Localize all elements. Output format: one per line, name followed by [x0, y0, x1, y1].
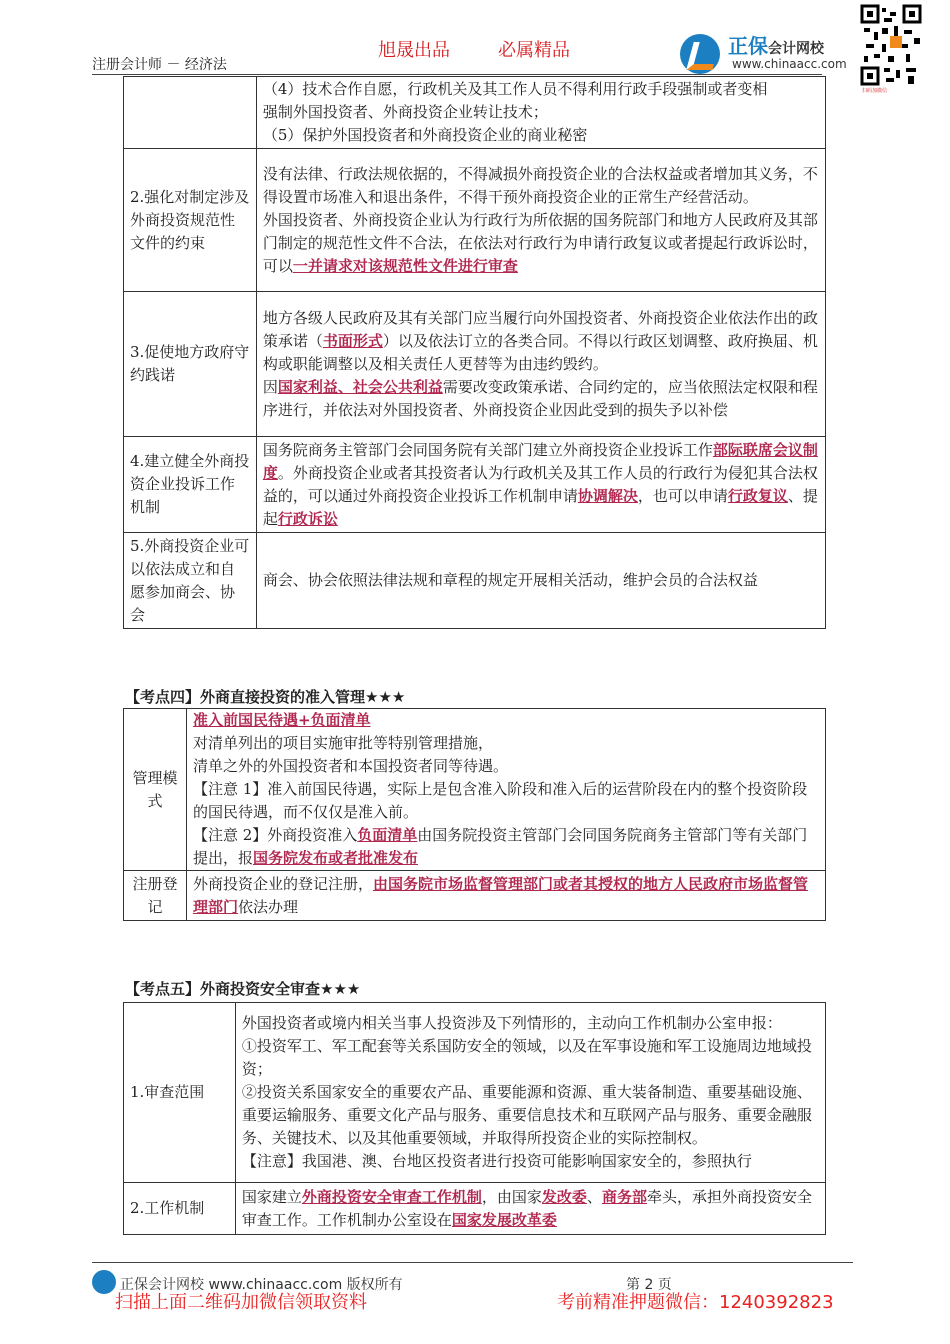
- qr-code-icon: [860, 4, 922, 88]
- table-row: [124, 1183, 826, 1235]
- table-row: [124, 437, 826, 533]
- section-4-title: 【考点四】外商直接投资的准入管理★★★: [125, 688, 406, 706]
- header-course-title: 注册会计师 － 经济法: [92, 57, 227, 73]
- table-cell-text: 地方各级人民政府及其有关部门应当履行向外国投资者、外商投资企业依法作出的政策承诺（书面形式）以及依法订立的各类合同。不得以行政区划调整、政府换届、机构或职能调整以及相关责任人更替等为由违约毁约。 因国家利益、社会公共利益需要改变政策承诺、合同约定的，应当依照法定权限和程序进行，并依法对外国投资者、外商投资企业因此受到的损失予以补偿: [256, 292, 825, 437]
- table-cell-label: [124, 77, 257, 149]
- table-row: [124, 77, 826, 149]
- page-number: 第 2 页: [626, 1277, 672, 1293]
- footer-promo-wechat: 考前精准押题微信：1240392823: [557, 1292, 834, 1313]
- investment-protection-table: [123, 76, 826, 629]
- header-divider: [92, 74, 822, 75]
- security-review-table: [123, 1002, 826, 1235]
- footer-logo-icon: [92, 1270, 116, 1294]
- table-cell-text: 商会、协会依照法律法规和章程的规定开展相关活动，维护会员的合法权益: [256, 533, 825, 629]
- logo-name: 正保会计网校: [728, 34, 824, 58]
- table-cell-label: 管理模式: [124, 709, 187, 871]
- table-row: [124, 292, 826, 437]
- table-row: [124, 533, 826, 629]
- table-cell-text: 国务院商务主管部门会同国务院有关部门建立外商投资企业投诉工作部际联席会议制度。外商投资企业或者其投资者认为行政机关及其工作人员的行政行为侵犯其合法权益的，可以通过外商投资企业投诉工作机制申请协调解决，也可以申请行政复议、提起行政诉讼: [256, 437, 825, 533]
- qr-caption: 扫码加微信: [862, 88, 888, 94]
- table-row: [124, 1003, 826, 1183]
- header-slogan-1: 旭晟出品: [378, 40, 450, 61]
- table-cell-label: 4.建立健全外商投资企业投诉工作机制: [124, 437, 257, 533]
- table-cell-text: 准入前国民待遇+负面清单 对清单列出的项目实施审批等特别管理措施， 清单之外的外国投资者和本国投资者同等待遇。 【注意 1】准入前国民待遇，实际上是包含准入阶段和准入后的运营阶段在内的整个投资阶段的国民待遇，而不仅仅是准入前。 【注意 2】外商投资准入负面清单由国务院投资主管部门会同国务院商务主管部门等有关部门提出，报国务院发布或者批准发布: [186, 709, 825, 871]
- footer-copyright: 正保会计网校 www.chinaacc.com 版权所有: [120, 1277, 403, 1293]
- table-cell-label: 3.促使地方政府守约践诺: [124, 292, 257, 437]
- table-cell-label: 1.审查范围: [124, 1003, 236, 1183]
- table-cell-text: （4）技术合作自愿，行政机关及其工作人员不得利用行政手段强制或者变相 强制外国投资者、外商投资企业转让技术； （5）保护外国投资者和外商投资企业的商业秘密: [256, 77, 825, 149]
- section-5-title: 【考点五】外商投资安全审查★★★: [125, 980, 361, 998]
- chinaacc-logo: [680, 30, 852, 72]
- table-cell-text: 没有法律、行政法规依据的，不得减损外商投资企业的合法权益或者增加其义务，不得设置市场准入和退出条件，不得干预外商投资企业的正常生产经营活动。 外国投资者、外商投资企业认为行政行为所依据的国务院部门和地方人民政府及其部门制定的规范性文件不合法，在依法对行政行为申请行政复议或者提起行政诉讼时，可以一并请求对该规范性文件进行审查: [256, 149, 825, 292]
- header-slogan-2: 必属精品: [498, 40, 570, 61]
- logo-icon: [680, 34, 720, 74]
- table-row: [124, 149, 826, 292]
- table-cell-label: 2.强化对制定涉及外商投资规范性文件的约束: [124, 149, 257, 292]
- table-cell-label: 2.工作机制: [124, 1183, 236, 1235]
- logo-url: www.chinaacc.com: [732, 57, 847, 71]
- table-cell-label: 注册登记: [124, 871, 187, 921]
- access-management-table: [123, 708, 826, 921]
- footer-divider: [92, 1262, 853, 1263]
- footer-promo-qr: 扫描上面二维码加微信领取资料: [115, 1292, 367, 1313]
- table-row: [124, 709, 826, 871]
- table-cell-text: 外国投资者或境内相关当事人投资涉及下列情形的，主动向工作机制办公室申报： ①投资军工、军工配套等关系国防安全的领域，以及在军事设施和军工设施周边地域投资； ②投资关系国家安全的重要农产品、重要能源和资源、重大装备制造、重要基础设施、重要运输服务、重要文化产品与服务、重要信息技术和互联网产品与服务、重要金融服务、关键技术、以及其他重要领域，并取得所投资企业的实际控制权。 【注意】我国港、澳、台地区投资者进行投资可能影响国家安全的，参照执行: [235, 1003, 825, 1183]
- table-cell-label: 5.外商投资企业可以依法成立和自愿参加商会、协会: [124, 533, 257, 629]
- table-cell-text: 外商投资企业的登记注册，由国务院市场监督管理部门或者其授权的地方人民政府市场监督管理部门依法办理: [186, 871, 825, 921]
- table-cell-text: 国家建立外商投资安全审查工作机制，由国家发改委、商务部牵头，承担外商投资安全审查工作。工作机制办公室设在国家发展改革委: [235, 1183, 825, 1235]
- table-row: [124, 871, 826, 921]
